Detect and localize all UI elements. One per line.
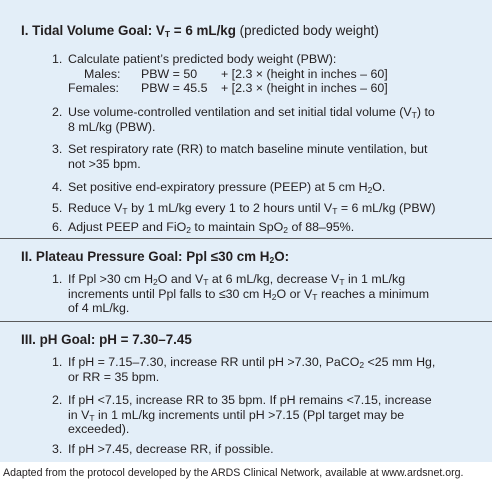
section-plateau-pressure: II. Plateau Pressure Goal: Ppl ≤30 cm $H_2O$: 1. If Ppl >30 cm $H_2O$ and $V_T$ at 6 mL/kg, decrease $V_T$ in 1 mL/kg increments until Ppl falls to ≤30 cm $H_2O$ or $V_T$ reaches a minimum of 4 mL/kg. <box>21 249 430 316</box>
source-footnote: Adapted from the protocol developed by the ARDS Clinical Network, available at www.ardsnet.org. <box>3 467 464 479</box>
section-heading: III. pH Goal: pH = 7.30–7.45 <box>21 332 192 347</box>
section-tidal-volume: I. Tidal Volume Goal: $V_T = 6$ mL/kg (predicted body weight) 1. Calculate patient’s predicted body weight (PBW): Males: PBW = 50 + [2.3 × (height in inches – 60] Females: PBW = 45.5 + [2.3 × (height in inches – 60] 2. Use volume-controlled ventilation and set initial tidal volume $(V_T)$ to 8 mL/kg (PBW). 3. Set respiratory rate (RR) to match baseline minute ventilation, but not >35 bpm. 4. Set positive end-expiratory pressure (PEEP) at 5 cm $H_2O$. 5. Reduce $V_T$ by 1 mL/kg every 1 to 2 hours until $V_T = 6$ mL/kg (PBW) 6. Adjust PEEP and FiO$_2$ to maintain SpO$_2$ of 88–95%. <box>0 0 492 238</box>
pbw-males: Males: PBW = 50 + [2.3 × (height in inches – 60] <box>84 66 388 81</box>
section-heading: I. Tidal Volume Goal: $V_T = 6$ mL/kg (predicted body weight) <box>21 23 379 39</box>
pbw-females: Females: PBW = 45.5 + [2.3 × (height in inches – 60] <box>68 81 388 96</box>
section-ph-goal: III. pH Goal: pH = 7.30–7.45 1. If pH = 7.15–7.30, increase RR until pH >7.30, PaCO$_2$ <25 mm Hg, or RR = 35 bpm. 2. If pH <7.15, increase RR to 35 bpm. If pH remains <7.15, increase in $V_T$ in 1 mL/kg increments until pH >7.15 (Ppl target may be exceeded). 3. If pH >7.45, decrease RR, if possible. <box>21 332 436 456</box>
section-heading: II. Plateau Pressure Goal: Ppl ≤30 cm $H_2O$: <box>21 249 290 265</box>
